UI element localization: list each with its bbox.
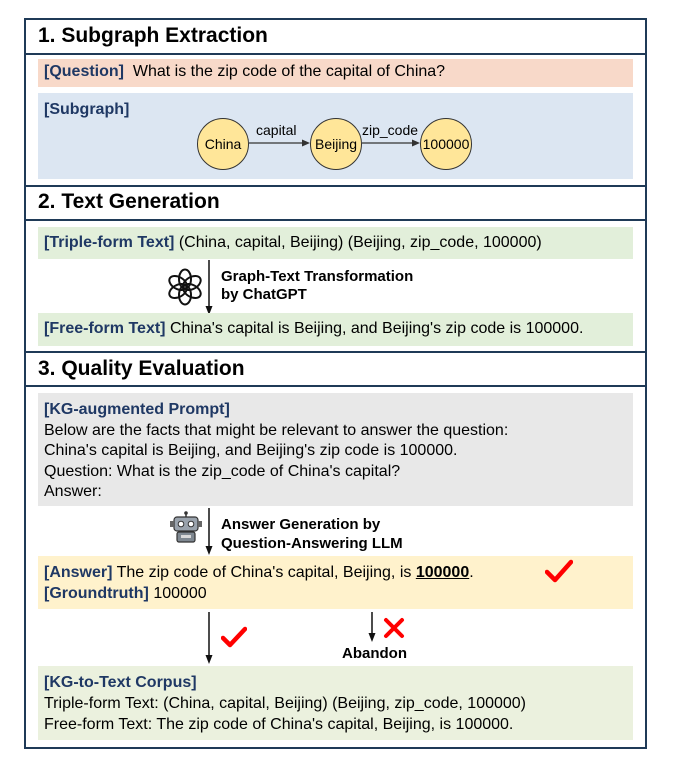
edge-label-capital: capital: [256, 122, 297, 138]
section-title-subgraph-extraction: 1. Subgraph Extraction: [38, 24, 268, 47]
answer-value: 100000: [415, 564, 470, 581]
robot-icon: [168, 511, 204, 545]
triple-form-line: [44, 234, 542, 252]
section-title-quality-evaluation: 3. Quality Evaluation: [38, 357, 245, 380]
abandon-arrow: [367, 612, 377, 642]
question-line: [44, 63, 445, 81]
free-form-tag: [Free-form Text]: [44, 320, 166, 337]
check-icon: [545, 559, 573, 583]
edge-arrow-capital: [249, 138, 311, 148]
subgraph-tag: [Subgraph]: [44, 101, 130, 118]
question-text: What is the zip code of the capital of China?: [132, 63, 446, 80]
transform-caption: Graph-Text Transformation by ChatGPT: [221, 268, 414, 303]
groundtruth-value: 100000: [153, 585, 207, 602]
chatgpt-logo-icon: [166, 268, 204, 306]
free-form-text: China's capital is Beijing, and Beijing's zip code is 100000.: [169, 320, 584, 337]
corpus-box: [38, 666, 633, 740]
graph-node-100000: 100000: [420, 118, 472, 170]
transform-arrow: [204, 260, 214, 315]
answer-text: The zip code of China's capital, Beijing, is: [116, 564, 412, 581]
groundtruth-line: [44, 583, 474, 604]
prompt-content: [44, 400, 508, 503]
question-box: [38, 59, 633, 87]
answer-box: [38, 556, 633, 609]
answer-period: .: [469, 564, 474, 581]
prompt-tag: [KG-augmented Prompt]: [44, 401, 230, 418]
accept-arrow: [204, 612, 214, 664]
graph-node-beijing: Beijing: [310, 118, 362, 170]
answer-generation-arrow: [204, 508, 214, 555]
prompt-line: Answer:: [44, 483, 102, 500]
divider: [24, 219, 647, 221]
corpus-content: [44, 672, 526, 735]
cross-icon: [383, 617, 405, 639]
question-tag: [Question]: [44, 63, 124, 80]
prompt-box: [38, 393, 633, 506]
answer-content: [44, 562, 474, 604]
divider: [24, 185, 647, 187]
free-form-box: [38, 313, 633, 346]
section-title-text-generation: 2. Text Generation: [38, 190, 220, 213]
triple-form-box: [38, 227, 633, 259]
corpus-triple-line: Triple-form Text: (China, capital, Beijing) (Beijing, zip_code, 100000): [44, 695, 527, 712]
prompt-line: China's capital is Beijing, and Beijing's zip code is 100000.: [44, 442, 458, 459]
corpus-tag: [KG-to-Text Corpus]: [44, 674, 197, 691]
prompt-line: Question: What is the zip_code of China's capital?: [44, 462, 401, 480]
abandon-label: Abandon: [342, 645, 407, 662]
answer-tag: [Answer]: [44, 564, 113, 581]
corpus-free-line: Free-form Text: The zip code of China's capital, Beijing, is 100000.: [44, 716, 514, 733]
groundtruth-tag: [Groundtruth]: [44, 585, 149, 602]
graph-node-china: China: [197, 118, 249, 170]
answer-line: [44, 562, 474, 583]
edge-arrow-zip-code: [362, 138, 421, 148]
divider: [24, 385, 647, 387]
edge-label-zip-code: zip_code: [362, 122, 419, 138]
divider: [24, 53, 647, 55]
free-form-line: [44, 320, 583, 338]
answer-generation-caption: Answer Generation by Question-Answering LLM: [221, 516, 403, 552]
prompt-line: Below are the facts that might be relevant to answer the question:: [44, 421, 509, 439]
triple-form-tag: [Triple-form Text]: [44, 234, 175, 251]
triple-form-text: (China, capital, Beijing) (Beijing, zip_code, 100000): [178, 234, 542, 251]
check-icon: [221, 626, 247, 648]
divider: [24, 351, 647, 353]
